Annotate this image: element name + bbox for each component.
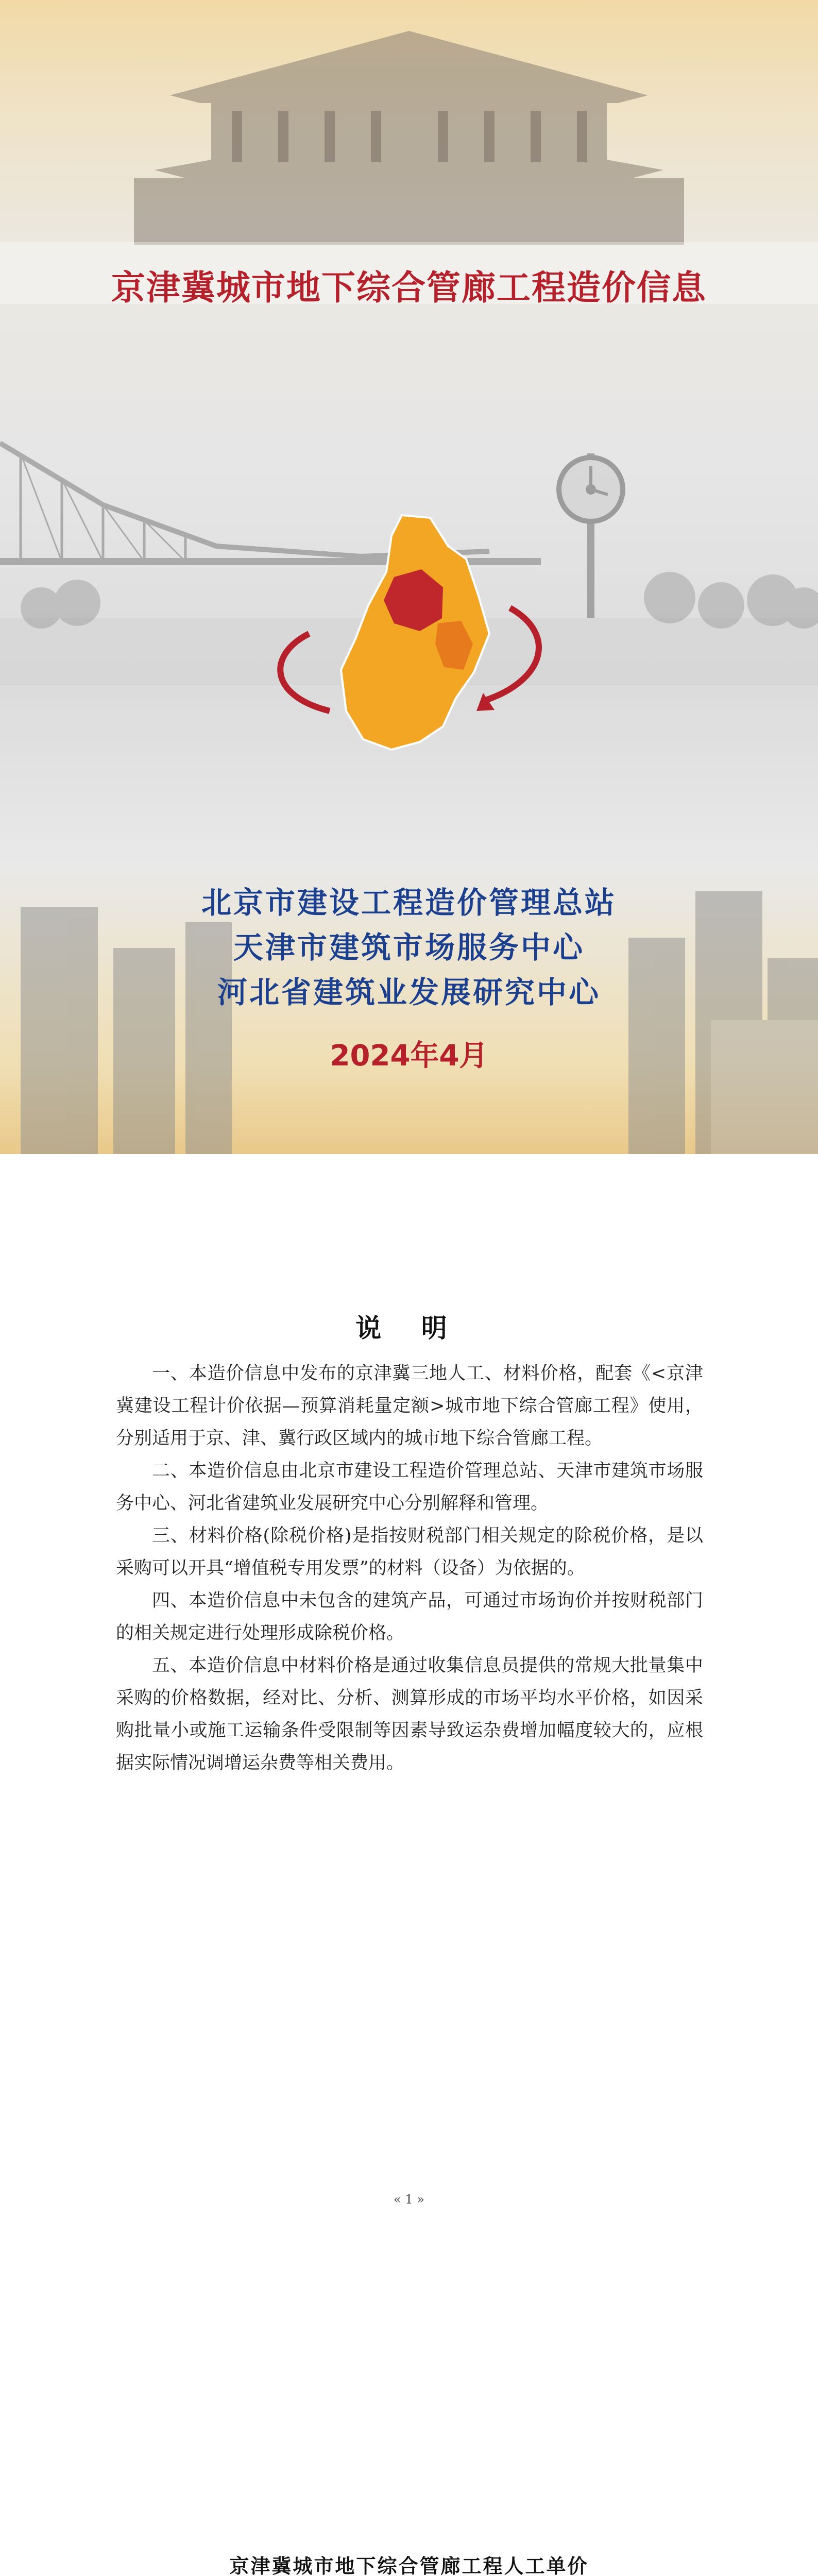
clock-tower-illustration — [559, 453, 623, 618]
explanation-paragraph: 一、本造价信息中发布的京津冀三地人工、材料价格，配套《<京津冀建设工程计价依据—预算消耗量定额>城市地下综合管廊工程》使用，分别适用于京、津、冀行政区域内的城市地下综合管廊工程。 — [116, 1363, 703, 1449]
bridge-illustration — [0, 443, 541, 562]
labor-price-table-title: 京津冀城市地下综合管廊工程人工单价 — [229, 2554, 589, 2576]
cover-page — [0, 0, 818, 1154]
explanation-paragraph: 三、材料价格(除税价格)是指按财税部门相关规定的除税价格，是以采购可以开具“增值税专用发票”的材料（设备）为依据的。 — [116, 1526, 703, 1579]
page-number-1: « 1 » — [394, 2192, 424, 2207]
cover-title: 京津冀城市地下综合管廊工程造价信息 — [111, 268, 707, 308]
gate-tower-illustration — [134, 31, 684, 245]
explanation-heading: 说 明 — [355, 1313, 463, 1343]
cover-date: 2024年4月 — [330, 1039, 488, 1073]
organization-hebei: 河北省建筑业发展研究中心 — [217, 975, 601, 1010]
explanation-paragraph: 五、本造价信息中材料价格是通过收集信息员提供的常规大批量集中采购的价格数据，经对比、分析、测算形成的市场平均水平价格，如因采购批量小或施工运输条件受限制等因素导致运杂费增加幅度较大的，应根据实际情况调增运杂费等相关费用。 — [116, 1655, 703, 1773]
organization-beijing: 北京市建设工程造价管理总站 — [201, 885, 617, 920]
explanation-body — [116, 1358, 703, 1780]
explanation-paragraph: 四、本造价信息中未包含的建筑产品，可通过市场询价并按财税部门的相关规定进行处理形成除税价格。 — [116, 1590, 703, 1643]
explanation-paragraph: 二、本造价信息由北京市建设工程造价管理总站、天津市建筑市场服务中心、河北省建筑业发展研究中心分别解释和管理。 — [116, 1461, 703, 1514]
organization-tianjin: 天津市建筑市场服务中心 — [233, 930, 585, 965]
